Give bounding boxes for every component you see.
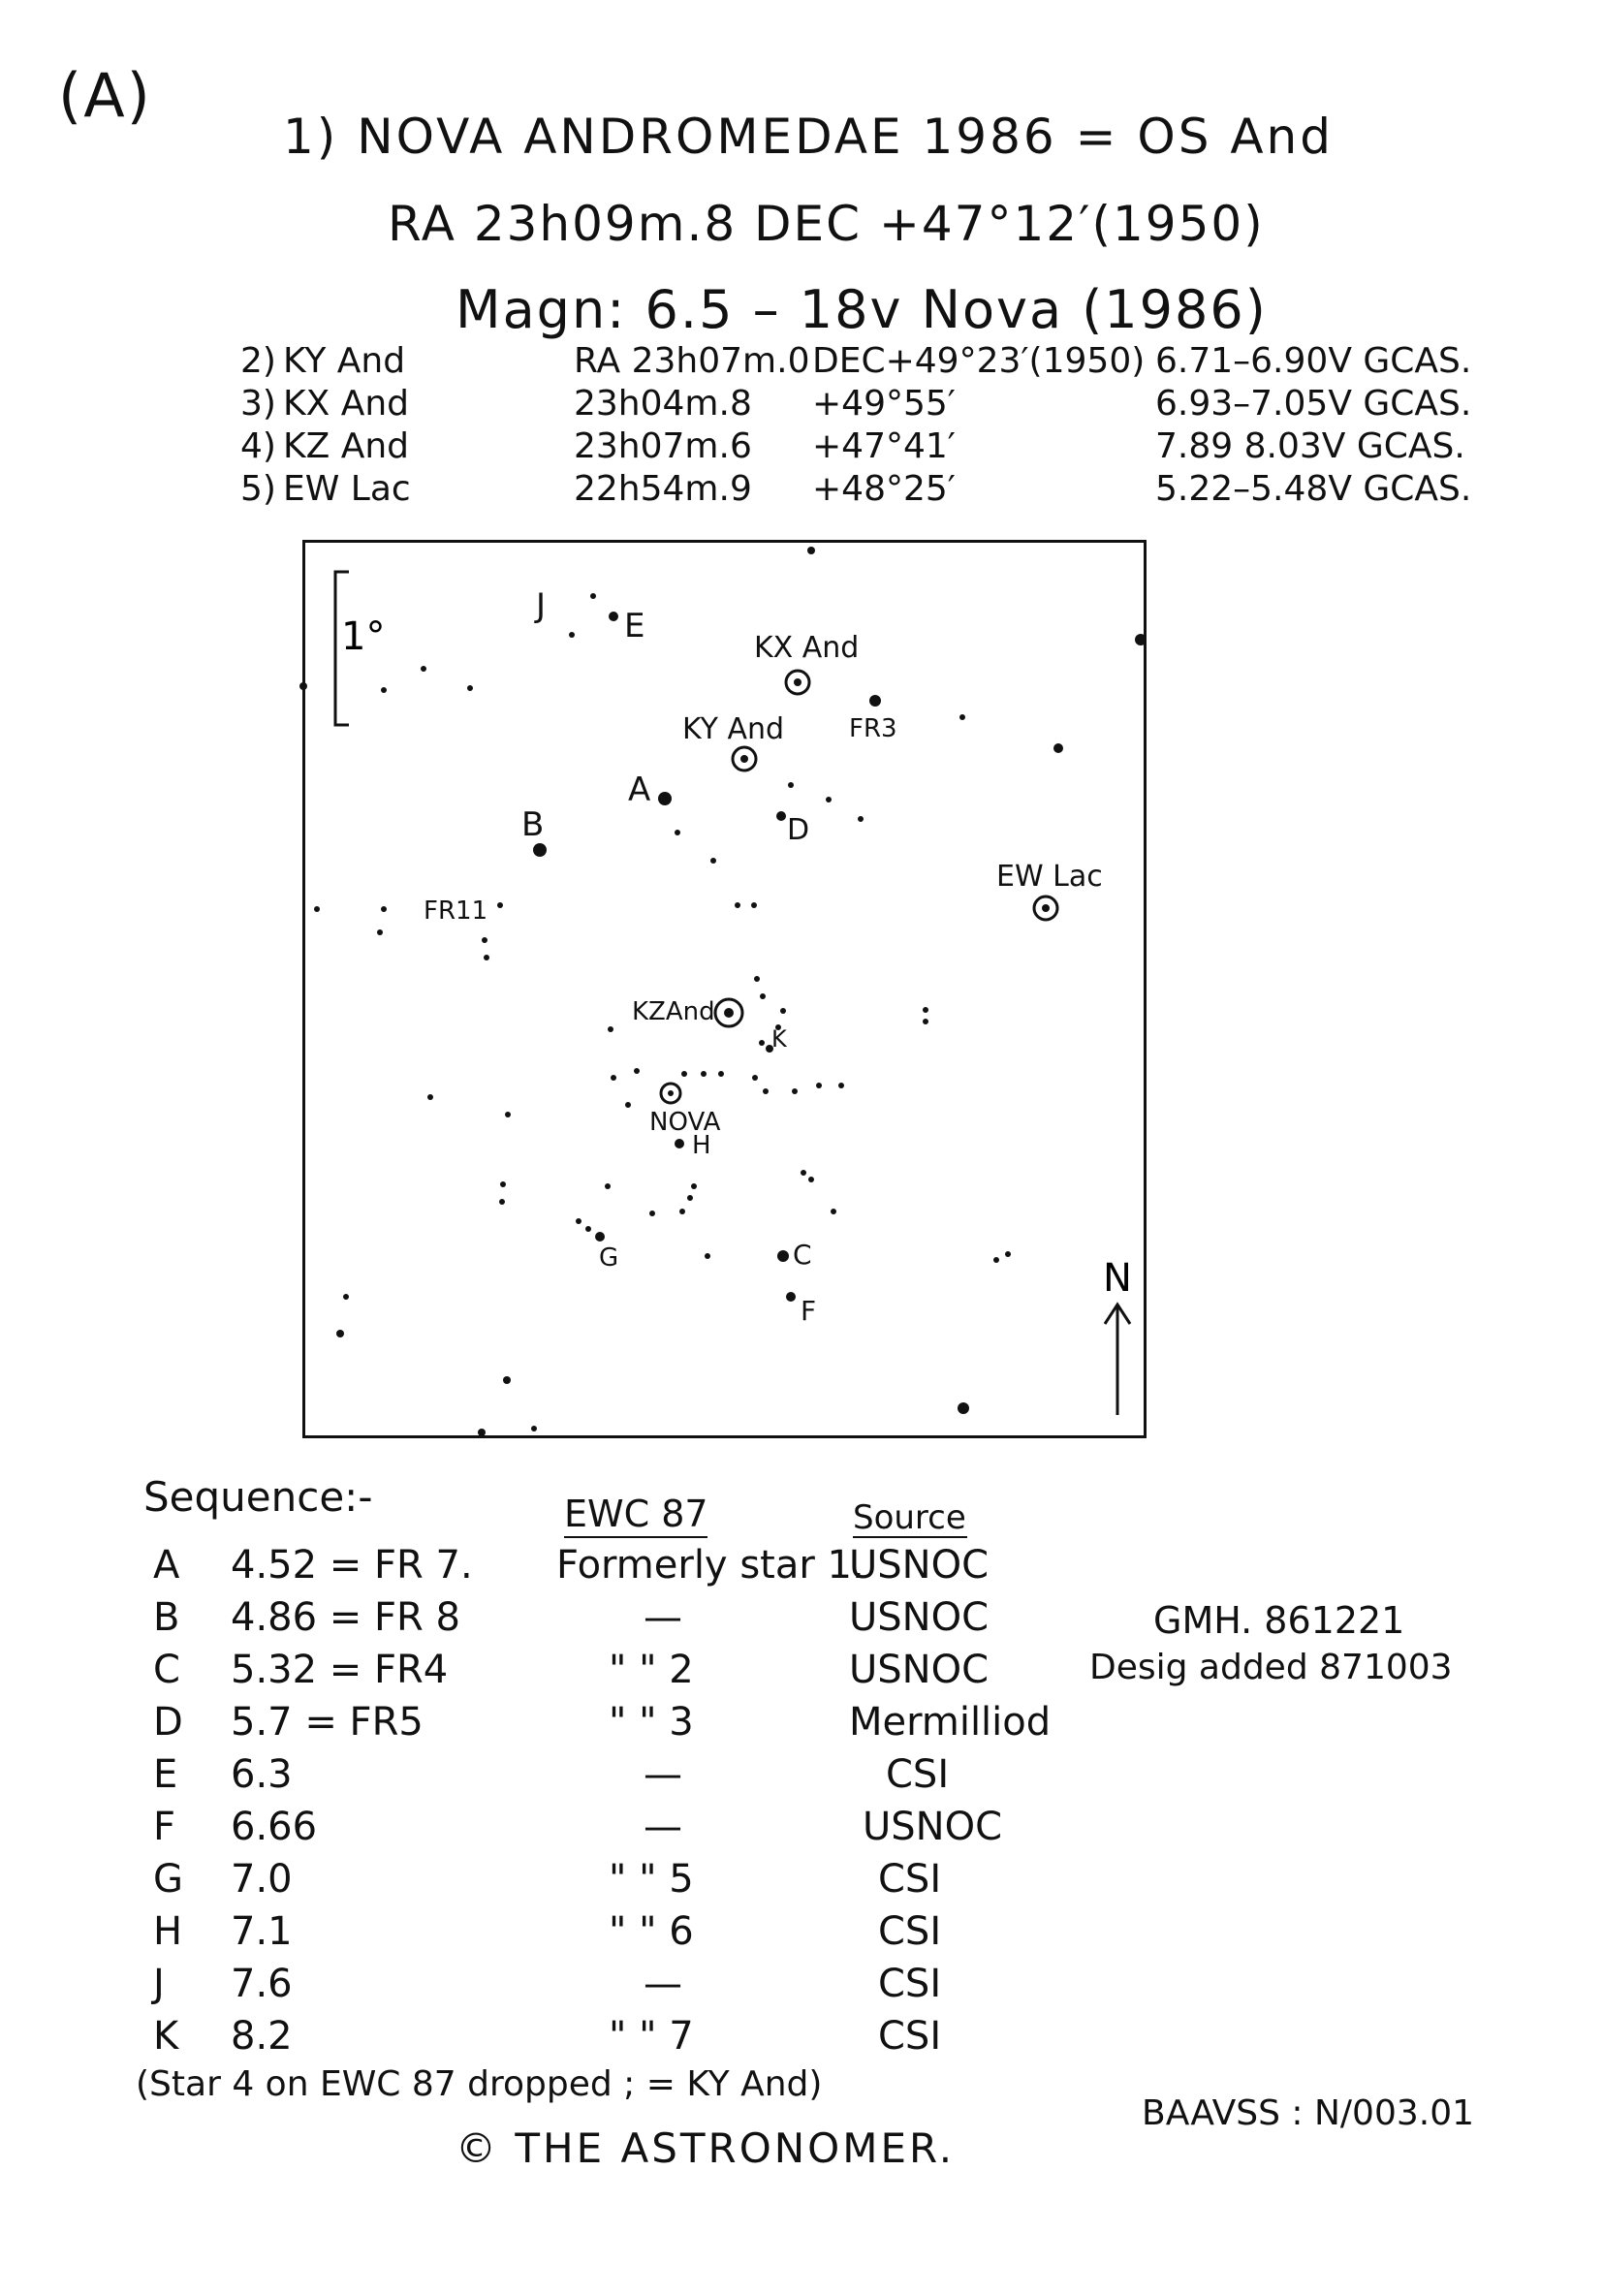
sequence-star: D <box>153 1700 183 1745</box>
variable-dec: +47°41′ <box>812 426 956 466</box>
variable-name: EW Lac <box>283 469 411 509</box>
sequence-source: CSI <box>878 2014 942 2059</box>
star-dot <box>679 1209 685 1214</box>
star-D <box>776 811 786 821</box>
star-dot <box>611 1075 616 1081</box>
sequence-star: C <box>153 1648 180 1692</box>
sequence-magnitude: 6.3 <box>231 1752 293 1797</box>
label-fr11: FR11 <box>424 896 488 926</box>
kx-and-centre <box>794 678 802 686</box>
star-dot <box>649 1211 655 1216</box>
sequence-magnitude: 7.6 <box>231 1962 293 2006</box>
sequence-source: USNOC <box>849 1543 990 1588</box>
star-dot <box>760 993 766 999</box>
label-C: C <box>793 1239 812 1271</box>
label-kz-and: KZAnd <box>632 997 715 1026</box>
star-dot <box>503 1376 511 1384</box>
star-dot <box>801 1170 806 1176</box>
ky-and-centre <box>740 755 748 763</box>
copyright-line: © THE ASTRONOMER. <box>456 2124 956 2172</box>
variable-name: KX And <box>283 384 410 424</box>
star-dot <box>691 1183 697 1189</box>
label-J: J <box>536 586 547 625</box>
sequence-source: USNOC <box>849 1595 990 1640</box>
label-nova: NOVA <box>649 1108 721 1137</box>
star-dot <box>585 1226 591 1232</box>
star-dot <box>608 1026 613 1032</box>
star-dot <box>482 937 487 943</box>
sequence-source: Mermilliod <box>849 1700 1052 1745</box>
star-dot <box>752 1075 758 1081</box>
sequence-source: CSI <box>886 1752 950 1797</box>
star-C <box>777 1250 789 1262</box>
sequence-ewc: — <box>644 1752 682 1797</box>
star-dot <box>497 902 503 908</box>
chart-title: 1) NOVA ANDROMEDAE 1986 = OS And <box>283 109 1334 165</box>
star-dot <box>687 1195 693 1201</box>
sequence-magnitude: 8.2 <box>231 2014 293 2059</box>
star-dot <box>1053 743 1063 753</box>
label-G: G <box>599 1243 619 1273</box>
label-fr3: FR3 <box>849 714 897 743</box>
variable-name: KZ And <box>283 426 410 466</box>
star-dot <box>605 1183 611 1189</box>
magnitude-line: Magn: 6.5 – 18v Nova (1986) <box>456 279 1268 340</box>
sequence-ewc: — <box>644 1805 682 1849</box>
star-dot <box>735 902 740 908</box>
star-A <box>658 792 672 805</box>
designation-added-date: Desig added 871003 <box>1089 1648 1453 1687</box>
star-dot <box>381 906 387 912</box>
star-dot <box>569 632 575 638</box>
star-dot <box>792 1088 798 1094</box>
variable-dec: +48°25′ <box>812 469 956 509</box>
gmh-date: GMH. 861221 <box>1153 1599 1405 1642</box>
label-ew-lac: EW Lac <box>996 860 1103 894</box>
star-dot <box>381 687 387 693</box>
star-H <box>675 1139 684 1148</box>
star-dot <box>299 682 307 690</box>
variable-number: 4) <box>240 426 276 466</box>
sequence-source: CSI <box>878 1857 942 1902</box>
star-dot <box>1005 1251 1011 1257</box>
variable-ra: RA 23h07m.0 <box>574 341 810 381</box>
star-dot <box>505 1112 511 1117</box>
label-F: F <box>801 1295 817 1327</box>
star-dot <box>336 1330 344 1337</box>
star-dot <box>314 906 320 912</box>
label-K: K <box>771 1025 787 1053</box>
star-dot <box>427 1094 433 1100</box>
star-dot <box>831 1209 836 1214</box>
sequence-ewc: — <box>644 1595 682 1640</box>
star-dot <box>625 1102 631 1108</box>
star-dot <box>858 816 864 822</box>
sequence-star: H <box>153 1909 183 1954</box>
star-dot <box>869 695 881 707</box>
variable-ra: 23h04m.8 <box>574 384 752 424</box>
sequence-magnitude: 5.32 = FR4 <box>231 1648 449 1692</box>
sequence-footnote: (Star 4 on EWC 87 dropped ; = KY And) <box>136 2064 823 2104</box>
star-dot <box>705 1253 710 1259</box>
sequence-magnitude: 6.66 <box>231 1805 318 1849</box>
sequence-title: Sequence:- <box>143 1473 373 1521</box>
star-dot <box>576 1218 581 1224</box>
star-dot <box>343 1294 349 1300</box>
sequence-ewc: Formerly star 1. <box>556 1543 864 1588</box>
star-dot <box>838 1083 844 1088</box>
sequence-magnitude: 7.1 <box>231 1909 293 1954</box>
ew-lac-centre <box>1042 904 1050 912</box>
label-kx-and: KX And <box>754 631 860 665</box>
label-E: E <box>624 607 645 645</box>
star-dot <box>759 1040 765 1046</box>
sequence-star: E <box>153 1752 178 1797</box>
star-dot <box>923 1007 928 1013</box>
star-dot <box>1135 634 1147 645</box>
variable-number: 5) <box>240 469 276 509</box>
star-G <box>595 1232 605 1242</box>
star-dot <box>826 797 832 802</box>
sequence-star: K <box>153 2014 179 2059</box>
star-dot <box>590 593 596 599</box>
star-dot <box>499 1199 505 1205</box>
star-dot <box>609 612 618 621</box>
sequence-magnitude: 5.7 = FR5 <box>231 1700 424 1745</box>
star-dot <box>807 547 815 554</box>
star-dot <box>754 976 760 982</box>
north-arrow-icon <box>1105 1305 1130 1415</box>
variable-ra: 23h07m.6 <box>574 426 752 466</box>
label-D: D <box>787 813 810 847</box>
sequence-magnitude: 4.52 = FR 7. <box>231 1543 473 1588</box>
variable-range: 6.71–6.90V GCAS. <box>1155 341 1472 381</box>
star-dot <box>816 1083 822 1088</box>
variable-dec: +49°55′ <box>812 384 956 424</box>
star-dot <box>751 902 757 908</box>
ewc-column-header: EWC 87 <box>564 1493 708 1535</box>
star-dot <box>718 1071 724 1077</box>
variable-range: 7.89 8.03V GCAS. <box>1155 426 1465 466</box>
star-dot <box>780 1008 786 1014</box>
nova-centre <box>668 1090 674 1096</box>
star-dot <box>467 685 473 691</box>
scale-label: 1° <box>341 614 386 659</box>
variable-number: 2) <box>240 341 276 381</box>
sequence-source: USNOC <box>849 1648 990 1692</box>
star-dot <box>923 1019 928 1024</box>
sequence-star: G <box>153 1857 183 1902</box>
variable-name: KY And <box>283 341 406 381</box>
label-H: H <box>692 1131 711 1160</box>
section-label: (A) <box>58 60 152 131</box>
coordinates-line: RA 23h09m.8 DEC +47°12′(1950) <box>388 196 1265 252</box>
sequence-ewc: " " 2 <box>609 1648 694 1692</box>
star-dot <box>710 858 716 864</box>
star-dot <box>701 1071 707 1077</box>
star-F <box>786 1292 796 1302</box>
star-dot <box>958 1402 969 1414</box>
sequence-magnitude: 4.86 = FR 8 <box>231 1595 460 1640</box>
sequence-star: F <box>153 1805 176 1849</box>
star-dot <box>788 782 794 788</box>
variable-dec: DEC+49°23′(1950) <box>812 341 1146 381</box>
variable-number: 3) <box>240 384 276 424</box>
star-dot <box>681 1071 687 1077</box>
star-dot <box>808 1177 814 1182</box>
variable-range: 5.22–5.48V GCAS. <box>1155 469 1472 509</box>
sequence-ewc: " " 7 <box>609 2014 694 2059</box>
variable-range: 6.93–7.05V GCAS. <box>1155 384 1472 424</box>
sequence-ewc: " " 5 <box>609 1857 694 1902</box>
label-B: B <box>521 805 545 844</box>
star-dot <box>478 1429 486 1436</box>
baavss-code: BAAVSS : N/003.01 <box>1142 2093 1475 2133</box>
star-dot <box>959 714 965 720</box>
star-dot <box>421 666 426 672</box>
sequence-star: J <box>153 1962 165 2006</box>
sequence-source: CSI <box>878 1909 942 1954</box>
field-stars <box>299 547 1147 1436</box>
north-label: N <box>1103 1256 1132 1301</box>
star-dot <box>993 1257 999 1263</box>
sequence-source: CSI <box>878 1962 942 2006</box>
variable-ra: 22h54m.9 <box>574 469 752 509</box>
sequence-source: USNOC <box>863 1805 1003 1849</box>
label-A: A <box>628 771 651 809</box>
sequence-ewc: " " 3 <box>609 1700 694 1745</box>
sequence-magnitude: 7.0 <box>231 1857 293 1902</box>
star-dot <box>500 1181 506 1187</box>
star-dot <box>675 830 680 835</box>
sequence-ewc: — <box>644 1962 682 2006</box>
star-dot <box>531 1426 537 1431</box>
star-dot <box>763 1088 769 1094</box>
star-dot <box>634 1068 640 1074</box>
sequence-star: B <box>153 1595 180 1640</box>
star-dot <box>377 929 383 935</box>
sequence-star: A <box>153 1543 180 1588</box>
star-dot <box>484 955 489 960</box>
kz-and-centre <box>724 1008 734 1018</box>
label-ky-and: KY And <box>682 712 785 746</box>
star-B <box>533 843 547 857</box>
source-column-header: Source <box>853 1498 966 1537</box>
sequence-ewc: " " 6 <box>609 1909 694 1954</box>
